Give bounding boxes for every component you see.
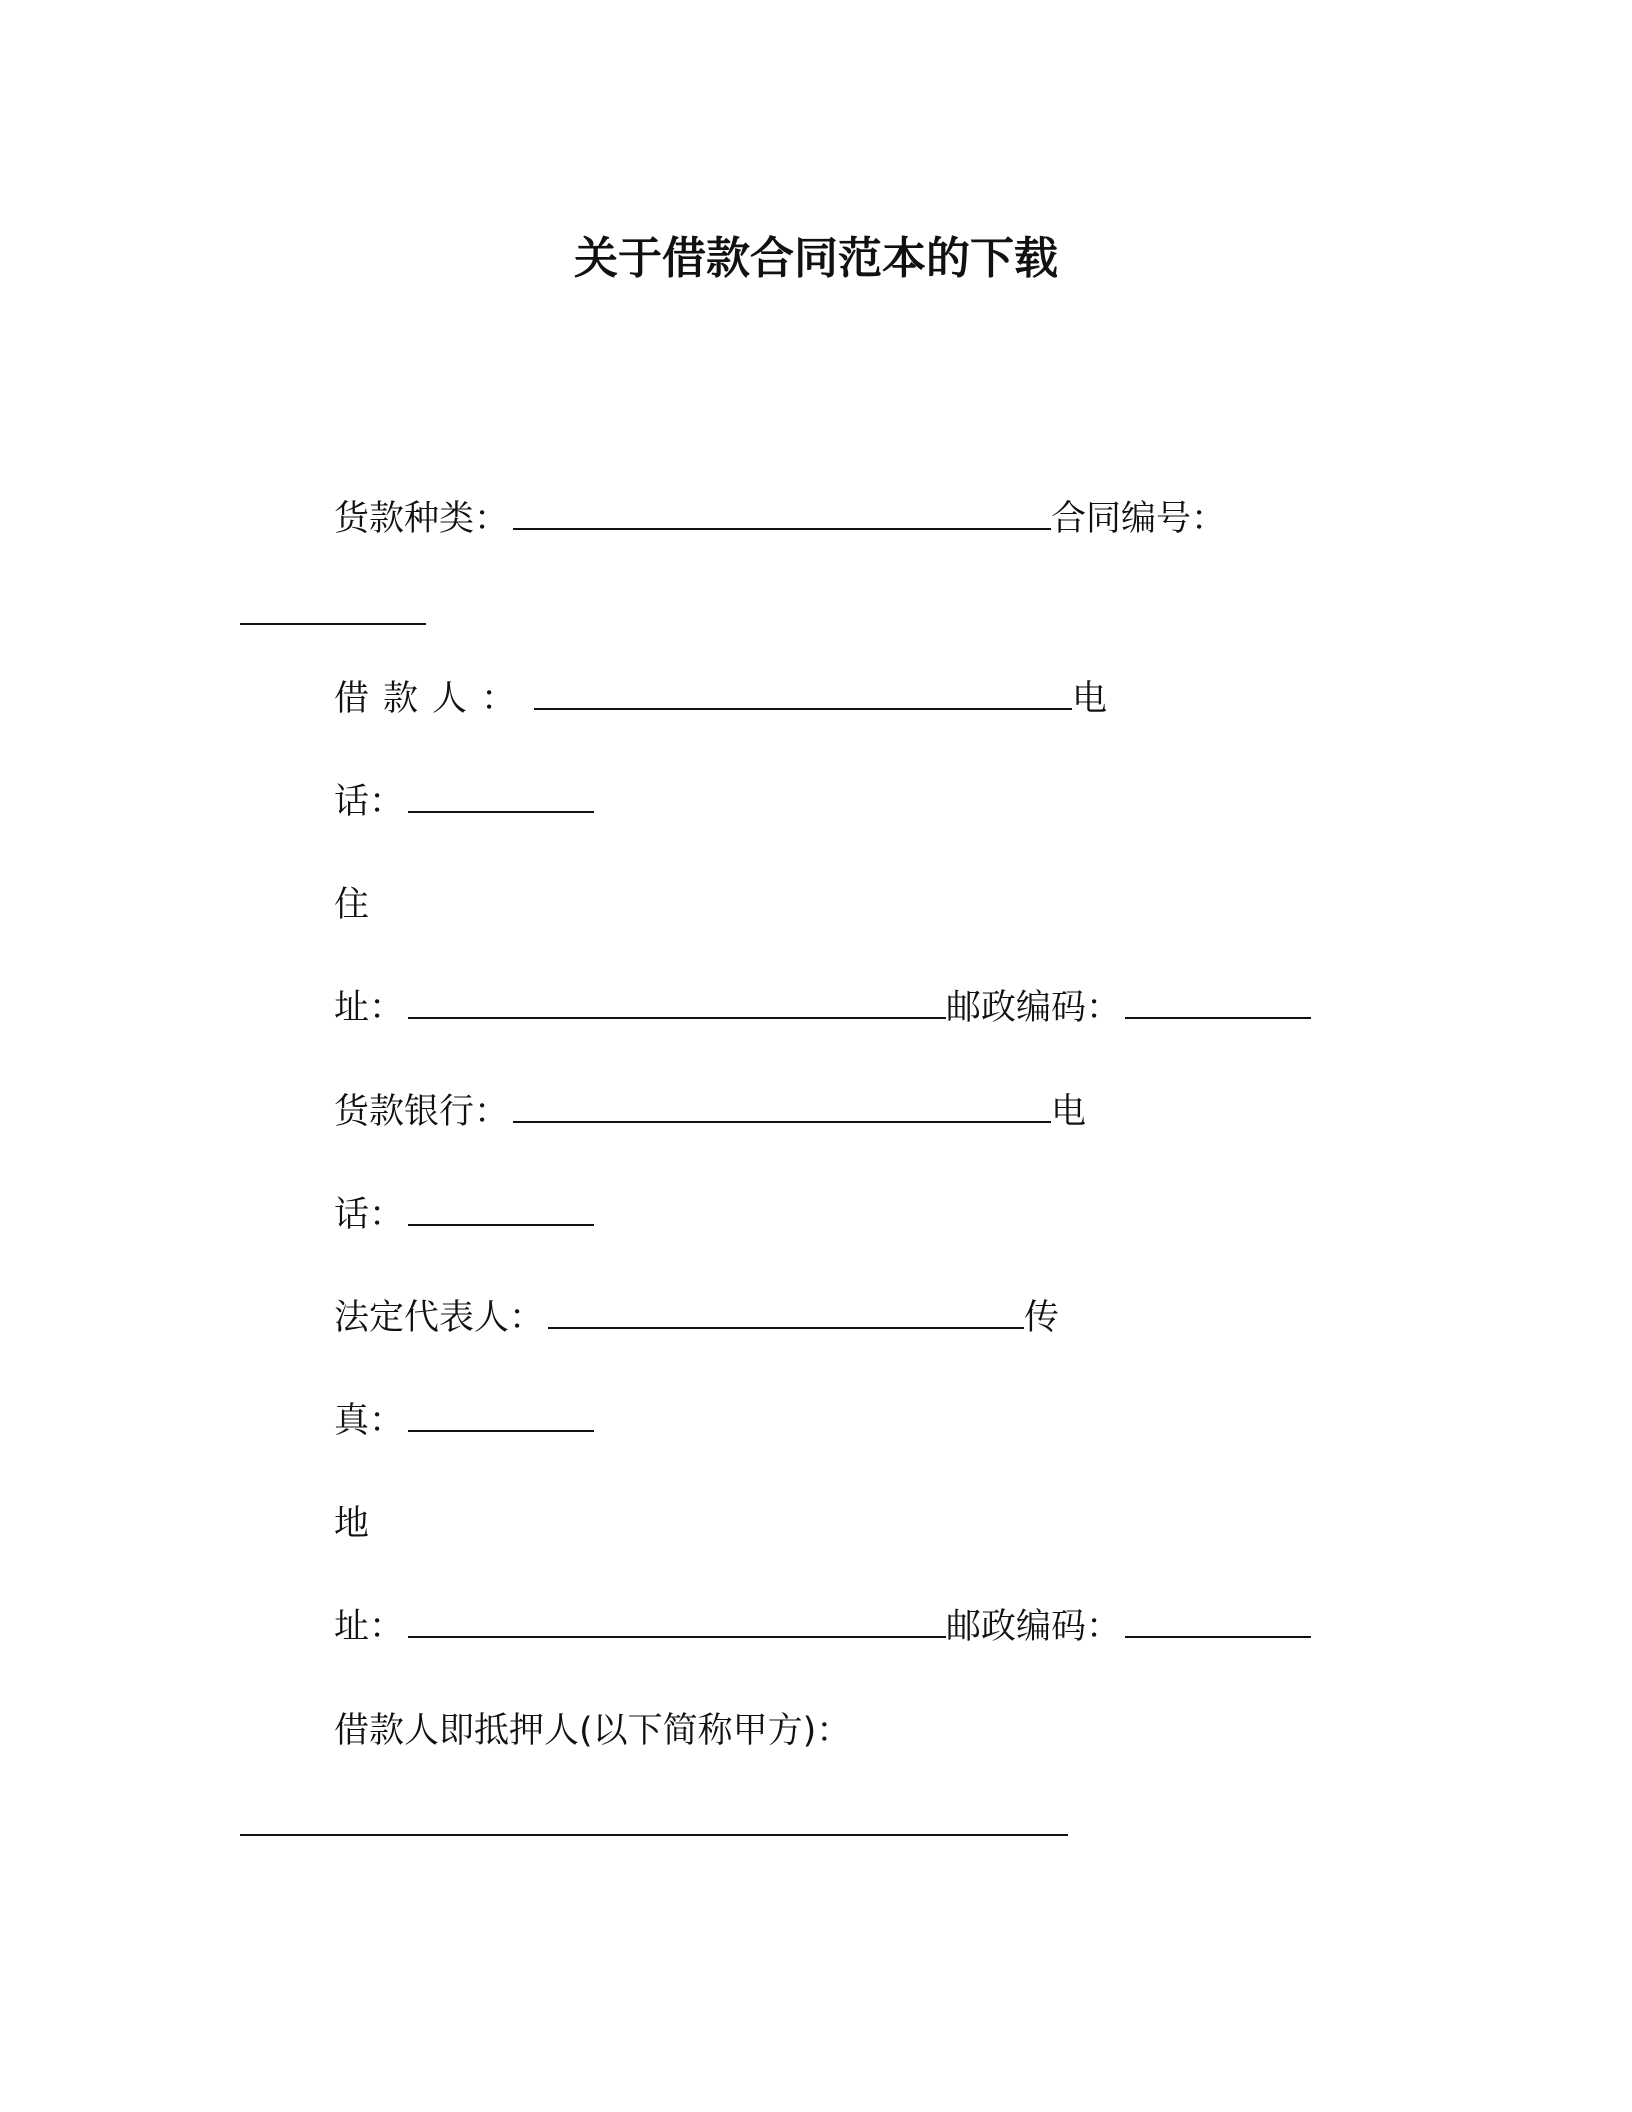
borrower-phone-row (334, 780, 594, 824)
bank-phone-label: 话： (334, 1195, 405, 1235)
contract-no-row (240, 592, 426, 636)
borrower-phone-label: 话： (334, 782, 405, 822)
bank-phone-row (334, 1193, 594, 1237)
loan-type-label: 货款种类： (334, 499, 510, 539)
contract-no-blank (240, 593, 426, 625)
address-postcode-label: 邮政编码： (946, 988, 1122, 1028)
location-row (334, 1605, 1311, 1649)
borrower-row (334, 677, 1107, 721)
contract-no-label: 合同编号： (1051, 499, 1227, 539)
fax-blank (408, 1400, 594, 1432)
borrower-phone-prefix: 电 (1072, 679, 1108, 719)
party-a-blank-row (240, 1803, 1068, 1847)
borrower-label: 借款人： (334, 679, 531, 719)
fax-row (334, 1399, 594, 1443)
bank-label: 货款银行： (334, 1092, 510, 1132)
location-postcode-blank (1125, 1606, 1311, 1638)
party-a-row (334, 1709, 851, 1753)
location-label: 址： (334, 1607, 405, 1647)
location-postcode-label: 邮政编码： (946, 1607, 1122, 1647)
legal-rep-blank (548, 1297, 1024, 1329)
location-prefix: 地 (334, 1504, 370, 1544)
fax-label: 真： (334, 1401, 405, 1441)
address-label: 址： (334, 988, 405, 1028)
address-postcode-blank (1125, 987, 1311, 1019)
party-a-label: 借款人即抵押人(以下简称甲方)： (334, 1711, 852, 1751)
borrower-blank (534, 678, 1072, 710)
address-row (334, 986, 1311, 1030)
bank-blank (513, 1091, 1051, 1123)
fax-prefix: 传 (1024, 1298, 1060, 1338)
location-blank (408, 1606, 946, 1638)
loan-type-blank (513, 498, 1051, 530)
legal-rep-row (334, 1296, 1059, 1340)
location-prefix-row (334, 1502, 369, 1546)
address-blank (408, 987, 946, 1019)
loan-type-row (334, 497, 1226, 541)
bank-row (334, 1090, 1086, 1134)
bank-phone-prefix: 电 (1051, 1092, 1087, 1132)
borrower-phone-blank (408, 781, 594, 813)
bank-phone-blank (408, 1194, 594, 1226)
legal-rep-label: 法定代表人： (334, 1298, 545, 1338)
document-title: 关于借款合同范本的下载 (574, 233, 1058, 284)
address-prefix-row (334, 883, 369, 927)
address-prefix: 住 (334, 885, 370, 925)
party-a-blank (240, 1804, 1068, 1836)
